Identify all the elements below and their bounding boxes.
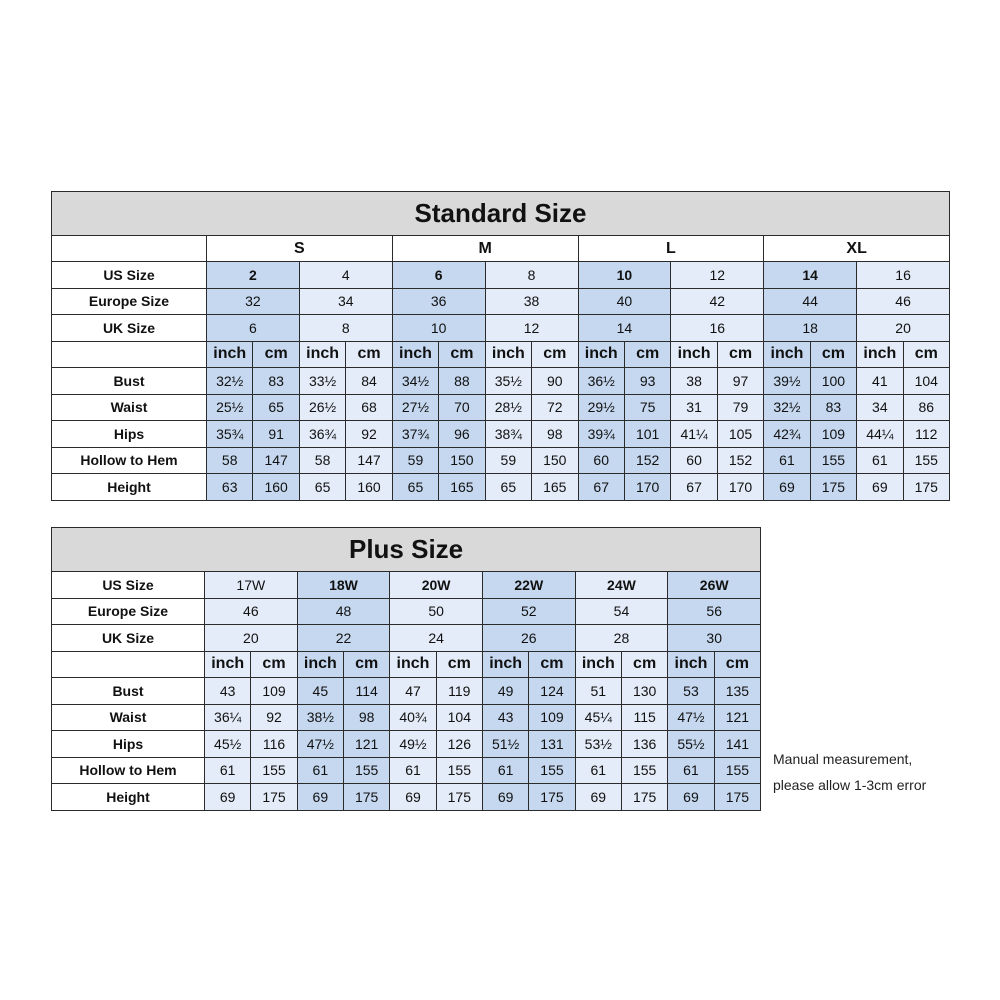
waist-inch: 38½ xyxy=(297,704,343,731)
us-size-label: US Size xyxy=(52,262,207,289)
height-cm: 175 xyxy=(903,474,949,501)
europe-size-value: 32 xyxy=(207,288,300,315)
europe-size-value: 46 xyxy=(857,288,950,315)
unit-cm-header: cm xyxy=(251,651,297,678)
unit-cm-header: cm xyxy=(621,651,667,678)
uk-size-value: 24 xyxy=(390,625,483,652)
europe-size-value: 48 xyxy=(297,598,390,625)
europe-size-value: 50 xyxy=(390,598,483,625)
waist-inch: 26½ xyxy=(299,394,345,421)
height-cm: 160 xyxy=(253,474,299,501)
bust-cm: 84 xyxy=(346,368,392,395)
waist-cm: 121 xyxy=(714,704,761,731)
waist-cm: 68 xyxy=(346,394,392,421)
bust-cm: 130 xyxy=(621,678,667,705)
height-cm: 160 xyxy=(346,474,392,501)
us-size-value: 4 xyxy=(299,262,392,289)
measurement-note xyxy=(773,746,988,798)
unit-cm-header: cm xyxy=(529,651,575,678)
hips-cm: 116 xyxy=(251,731,297,758)
height-cm: 170 xyxy=(624,474,670,501)
hips-cm: 92 xyxy=(346,421,392,448)
hips-inch: 42¾ xyxy=(764,421,810,448)
europe-size-value: 36 xyxy=(392,288,485,315)
height-label: Height xyxy=(52,474,207,501)
hollow-to-hem-inch: 60 xyxy=(578,447,624,474)
hollow-to-hem-inch: 61 xyxy=(668,757,714,784)
uk-size-value: 30 xyxy=(668,625,761,652)
hips-inch: 53½ xyxy=(575,731,621,758)
bust-inch: 53 xyxy=(668,678,714,705)
hips-cm: 101 xyxy=(624,421,670,448)
size-group-xl: XL xyxy=(764,236,950,262)
unit-cm-header: cm xyxy=(436,651,482,678)
hips-inch: 47½ xyxy=(297,731,343,758)
blank-cell xyxy=(52,236,207,262)
waist-cm: 79 xyxy=(717,394,763,421)
unit-cm-header: cm xyxy=(532,341,578,368)
us-size-value: 17W xyxy=(205,572,298,599)
waist-inch: 31 xyxy=(671,394,717,421)
bust-inch: 38 xyxy=(671,368,717,395)
hollow-to-hem-cm: 147 xyxy=(253,447,299,474)
bust-cm: 88 xyxy=(439,368,485,395)
bust-cm: 93 xyxy=(624,368,670,395)
height-cm: 175 xyxy=(436,784,482,811)
bust-inch: 36½ xyxy=(578,368,624,395)
waist-cm: 70 xyxy=(439,394,485,421)
waist-cm: 86 xyxy=(903,394,949,421)
height-cm: 165 xyxy=(532,474,578,501)
unit-cm-header: cm xyxy=(346,341,392,368)
height-cm: 175 xyxy=(810,474,856,501)
hollow-to-hem-cm: 150 xyxy=(439,447,485,474)
height-cm: 175 xyxy=(251,784,297,811)
waist-label: Waist xyxy=(52,394,207,421)
height-inch: 67 xyxy=(578,474,624,501)
note-line-2: please allow 1-3cm error xyxy=(773,777,927,793)
us-size-value: 8 xyxy=(485,262,578,289)
hollow-to-hem-inch: 61 xyxy=(297,757,343,784)
unit-cm-header: cm xyxy=(343,651,389,678)
hollow-to-hem-cm: 150 xyxy=(532,447,578,474)
hips-inch: 35¾ xyxy=(207,421,253,448)
note-line-1: Manual measurement, xyxy=(773,751,913,767)
bust-inch: 34½ xyxy=(392,368,438,395)
uk-size-label: UK Size xyxy=(52,625,205,652)
us-size-value: 10 xyxy=(578,262,671,289)
hips-inch: 39¾ xyxy=(578,421,624,448)
bust-inch: 39½ xyxy=(764,368,810,395)
hips-inch: 38¾ xyxy=(485,421,531,448)
unit-inch-header: inch xyxy=(392,341,438,368)
waist-cm: 109 xyxy=(529,704,575,731)
unit-inch-header: inch xyxy=(668,651,714,678)
hollow-to-hem-cm: 155 xyxy=(529,757,575,784)
unit-inch-header: inch xyxy=(485,341,531,368)
bust-cm: 119 xyxy=(436,678,482,705)
unit-inch-header: inch xyxy=(297,651,343,678)
hips-inch: 41¼ xyxy=(671,421,717,448)
waist-inch: 28½ xyxy=(485,394,531,421)
us-size-value: 26W xyxy=(668,572,761,599)
uk-size-value: 28 xyxy=(575,625,668,652)
hips-cm: 121 xyxy=(343,731,389,758)
hips-inch: 44¼ xyxy=(857,421,903,448)
unit-cm-header: cm xyxy=(903,341,949,368)
uk-size-value: 22 xyxy=(297,625,390,652)
hollow-to-hem-cm: 155 xyxy=(621,757,667,784)
hips-inch: 55½ xyxy=(668,731,714,758)
hollow-to-hem-inch: 61 xyxy=(857,447,903,474)
bust-inch: 33½ xyxy=(299,368,345,395)
height-inch: 65 xyxy=(299,474,345,501)
waist-cm: 92 xyxy=(251,704,297,731)
bust-inch: 49 xyxy=(482,678,528,705)
hollow-to-hem-inch: 61 xyxy=(205,757,251,784)
unit-inch-header: inch xyxy=(857,341,903,368)
height-inch: 69 xyxy=(575,784,621,811)
hips-cm: 98 xyxy=(532,421,578,448)
size-group-s: S xyxy=(207,236,393,262)
us-size-value: 22W xyxy=(482,572,575,599)
uk-size-value: 8 xyxy=(299,315,392,342)
height-inch: 69 xyxy=(857,474,903,501)
unit-cm-header: cm xyxy=(624,341,670,368)
uk-size-label: UK Size xyxy=(52,315,207,342)
waist-inch: 36¼ xyxy=(205,704,251,731)
hips-inch: 51½ xyxy=(482,731,528,758)
bust-inch: 35½ xyxy=(485,368,531,395)
height-inch: 69 xyxy=(764,474,810,501)
hollow-to-hem-label: Hollow to Hem xyxy=(52,447,207,474)
hollow-to-hem-cm: 155 xyxy=(714,757,761,784)
bust-inch: 41 xyxy=(857,368,903,395)
unit-inch-header: inch xyxy=(299,341,345,368)
hollow-to-hem-cm: 152 xyxy=(624,447,670,474)
us-size-value: 18W xyxy=(297,572,390,599)
hollow-to-hem-inch: 61 xyxy=(575,757,621,784)
height-label: Height xyxy=(52,784,205,811)
hips-cm: 126 xyxy=(436,731,482,758)
waist-cm: 98 xyxy=(343,704,389,731)
waist-inch: 34 xyxy=(857,394,903,421)
height-inch: 69 xyxy=(297,784,343,811)
height-inch: 69 xyxy=(668,784,714,811)
standard-size-table xyxy=(51,191,950,501)
bust-inch: 43 xyxy=(205,678,251,705)
plus-title: Plus Size xyxy=(52,528,761,572)
waist-cm: 83 xyxy=(810,394,856,421)
height-inch: 65 xyxy=(485,474,531,501)
blank-cell xyxy=(52,341,207,368)
unit-cm-header: cm xyxy=(253,341,299,368)
hollow-to-hem-cm: 147 xyxy=(346,447,392,474)
us-size-value: 6 xyxy=(392,262,485,289)
uk-size-value: 20 xyxy=(205,625,298,652)
size-group-m: M xyxy=(392,236,578,262)
hollow-to-hem-cm: 155 xyxy=(251,757,297,784)
plus-size-table xyxy=(51,527,761,811)
hips-inch: 37¾ xyxy=(392,421,438,448)
height-cm: 170 xyxy=(717,474,763,501)
bust-inch: 45 xyxy=(297,678,343,705)
hollow-to-hem-cm: 155 xyxy=(810,447,856,474)
waist-cm: 104 xyxy=(436,704,482,731)
unit-inch-header: inch xyxy=(671,341,717,368)
waist-cm: 65 xyxy=(253,394,299,421)
hollow-to-hem-cm: 152 xyxy=(717,447,763,474)
uk-size-value: 6 xyxy=(207,315,300,342)
bust-cm: 90 xyxy=(532,368,578,395)
hips-label: Hips xyxy=(52,731,205,758)
height-cm: 175 xyxy=(714,784,761,811)
unit-inch-header: inch xyxy=(390,651,436,678)
us-size-value: 12 xyxy=(671,262,764,289)
waist-inch: 32½ xyxy=(764,394,810,421)
hollow-to-hem-label: Hollow to Hem xyxy=(52,757,205,784)
hips-cm: 109 xyxy=(810,421,856,448)
bust-inch: 32½ xyxy=(207,368,253,395)
bust-label: Bust xyxy=(52,368,207,395)
uk-size-value: 12 xyxy=(485,315,578,342)
height-inch: 67 xyxy=(671,474,717,501)
bust-cm: 100 xyxy=(810,368,856,395)
hips-cm: 105 xyxy=(717,421,763,448)
bust-cm: 104 xyxy=(903,368,949,395)
height-inch: 69 xyxy=(205,784,251,811)
europe-size-label: Europe Size xyxy=(52,598,205,625)
bust-cm: 97 xyxy=(717,368,763,395)
hips-cm: 141 xyxy=(714,731,761,758)
europe-size-value: 38 xyxy=(485,288,578,315)
hips-cm: 112 xyxy=(903,421,949,448)
hips-cm: 91 xyxy=(253,421,299,448)
unit-cm-header: cm xyxy=(439,341,485,368)
unit-cm-header: cm xyxy=(717,341,763,368)
standard-title: Standard Size xyxy=(52,192,950,236)
height-cm: 175 xyxy=(529,784,575,811)
europe-size-value: 54 xyxy=(575,598,668,625)
bust-cm: 109 xyxy=(251,678,297,705)
unit-inch-header: inch xyxy=(578,341,624,368)
europe-size-value: 34 xyxy=(299,288,392,315)
unit-inch-header: inch xyxy=(482,651,528,678)
us-size-value: 20W xyxy=(390,572,483,599)
height-inch: 69 xyxy=(390,784,436,811)
waist-cm: 115 xyxy=(621,704,667,731)
uk-size-value: 16 xyxy=(671,315,764,342)
waist-inch: 29½ xyxy=(578,394,624,421)
hollow-to-hem-cm: 155 xyxy=(903,447,949,474)
blank-cell xyxy=(52,651,205,678)
height-inch: 69 xyxy=(482,784,528,811)
waist-inch: 25½ xyxy=(207,394,253,421)
hips-cm: 131 xyxy=(529,731,575,758)
hips-inch: 36¾ xyxy=(299,421,345,448)
height-cm: 175 xyxy=(621,784,667,811)
bust-inch: 51 xyxy=(575,678,621,705)
uk-size-value: 18 xyxy=(764,315,857,342)
unit-inch-header: inch xyxy=(207,341,253,368)
hollow-to-hem-cm: 155 xyxy=(343,757,389,784)
bust-cm: 124 xyxy=(529,678,575,705)
height-cm: 165 xyxy=(439,474,485,501)
uk-size-value: 20 xyxy=(857,315,950,342)
hips-cm: 136 xyxy=(621,731,667,758)
height-inch: 63 xyxy=(207,474,253,501)
bust-cm: 83 xyxy=(253,368,299,395)
hips-inch: 49½ xyxy=(390,731,436,758)
hollow-to-hem-inch: 59 xyxy=(392,447,438,474)
hollow-to-hem-inch: 59 xyxy=(485,447,531,474)
europe-size-value: 42 xyxy=(671,288,764,315)
unit-inch-header: inch xyxy=(764,341,810,368)
us-size-value: 16 xyxy=(857,262,950,289)
us-size-label: US Size xyxy=(52,572,205,599)
waist-inch: 27½ xyxy=(392,394,438,421)
bust-inch: 47 xyxy=(390,678,436,705)
hollow-to-hem-inch: 60 xyxy=(671,447,717,474)
hollow-to-hem-inch: 58 xyxy=(299,447,345,474)
height-cm: 175 xyxy=(343,784,389,811)
hollow-to-hem-inch: 58 xyxy=(207,447,253,474)
bust-label: Bust xyxy=(52,678,205,705)
hollow-to-hem-inch: 61 xyxy=(390,757,436,784)
waist-inch: 43 xyxy=(482,704,528,731)
europe-size-value: 52 xyxy=(482,598,575,625)
us-size-value: 24W xyxy=(575,572,668,599)
waist-inch: 45¼ xyxy=(575,704,621,731)
waist-cm: 75 xyxy=(624,394,670,421)
height-inch: 65 xyxy=(392,474,438,501)
bust-cm: 135 xyxy=(714,678,761,705)
hollow-to-hem-cm: 155 xyxy=(436,757,482,784)
waist-inch: 40¾ xyxy=(390,704,436,731)
uk-size-value: 14 xyxy=(578,315,671,342)
waist-cm: 72 xyxy=(532,394,578,421)
hips-inch: 45½ xyxy=(205,731,251,758)
us-size-value: 14 xyxy=(764,262,857,289)
europe-size-value: 56 xyxy=(668,598,761,625)
bust-cm: 114 xyxy=(343,678,389,705)
europe-size-value: 46 xyxy=(205,598,298,625)
size-group-l: L xyxy=(578,236,764,262)
uk-size-value: 10 xyxy=(392,315,485,342)
hips-label: Hips xyxy=(52,421,207,448)
europe-size-label: Europe Size xyxy=(52,288,207,315)
europe-size-value: 40 xyxy=(578,288,671,315)
europe-size-value: 44 xyxy=(764,288,857,315)
hips-cm: 96 xyxy=(439,421,485,448)
waist-inch: 47½ xyxy=(668,704,714,731)
hollow-to-hem-inch: 61 xyxy=(482,757,528,784)
hollow-to-hem-inch: 61 xyxy=(764,447,810,474)
us-size-value: 2 xyxy=(207,262,300,289)
uk-size-value: 26 xyxy=(482,625,575,652)
unit-inch-header: inch xyxy=(205,651,251,678)
unit-inch-header: inch xyxy=(575,651,621,678)
unit-cm-header: cm xyxy=(810,341,856,368)
unit-cm-header: cm xyxy=(714,651,761,678)
waist-label: Waist xyxy=(52,704,205,731)
